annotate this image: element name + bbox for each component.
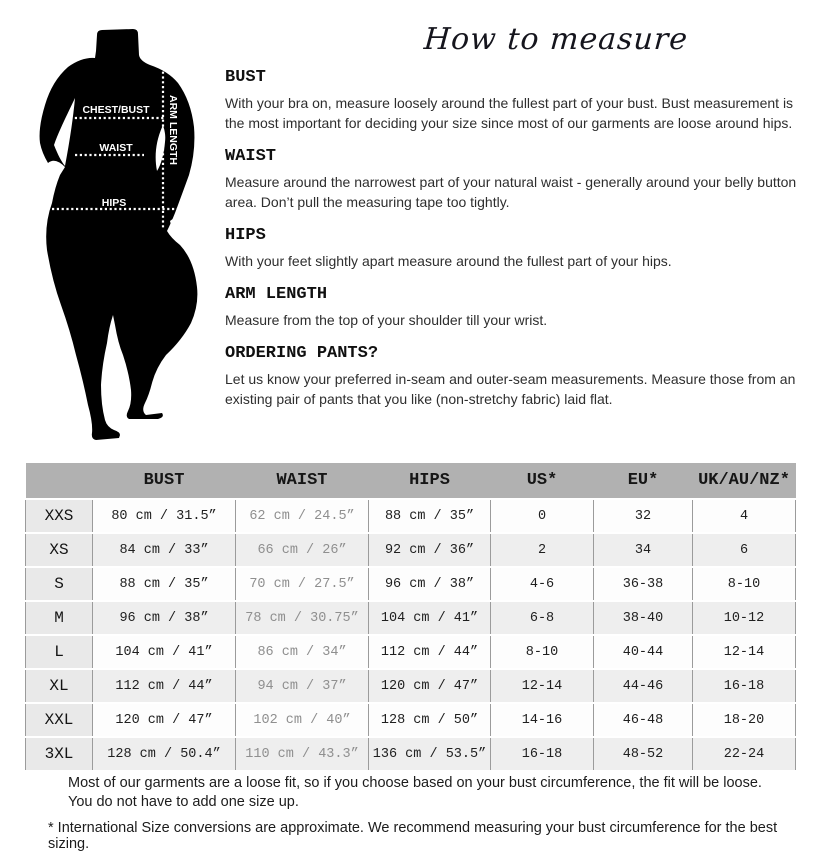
table-row [26,737,796,771]
cell-bust: 80 cm / 31.5” [93,499,236,533]
table-row [26,567,796,601]
cell-bust: 128 cm / 50.4” [93,737,236,771]
cell-eu: 46-48 [594,703,693,737]
cell-hips: 120 cm / 47” [369,669,491,703]
header-uk-au-nz: UK/AU/NZ* [693,463,796,499]
section-ordering-pants-body: Let us know your preferred in-seam and outer-seam measurements. Measure those from an existing pair of pants that you like (non-stretchy fabric) laid flat. [225,371,796,407]
cell-waist: 110 cm / 43.3” [236,737,369,771]
cell-uk: 12-14 [693,635,796,669]
cell-waist: 62 cm / 24.5” [236,499,369,533]
section-arm-length-body: Measure from the top of your shoulder till your wrist. [225,312,548,328]
cell-uk: 22-24 [693,737,796,771]
cell-waist: 86 cm / 34” [236,635,369,669]
cell-eu: 40-44 [594,635,693,669]
cell-us: 12-14 [491,669,594,703]
section-arm-length-heading: ARM LENGTH [225,285,328,304]
cell-bust: 120 cm / 47” [93,703,236,737]
table-row [26,635,796,669]
section-hips-heading: HIPS [225,226,266,245]
cell-uk: 18-20 [693,703,796,737]
header-us: US* [491,463,594,499]
cell-eu: 32 [594,499,693,533]
measuring-instructions [225,68,803,423]
cell-bust: 88 cm / 35” [93,567,236,601]
header-eu: EU* [594,463,693,499]
cell-uk: 6 [693,533,796,567]
cell-size: L [26,635,93,669]
cell-hips: 88 cm / 35” [369,499,491,533]
cell-waist: 70 cm / 27.5” [236,567,369,601]
cell-us: 2 [491,533,594,567]
table-row [26,669,796,703]
section-bust-body: With your bra on, measure loosely around the fullest part of your bust. Bust measurement is the most important for deciding your size since most of our garments are loose around hips. [225,95,794,131]
page-title: How to measure [422,22,690,57]
table-row [26,499,796,533]
header-hips: HIPS [369,463,491,499]
header-bust: BUST [93,463,236,499]
body-silhouette-diagram [28,25,223,445]
cell-hips: 96 cm / 38” [369,567,491,601]
body-silhouette [40,29,198,440]
cell-bust: 96 cm / 38” [93,601,236,635]
cell-waist: 78 cm / 30.75” [236,601,369,635]
cell-bust: 104 cm / 41” [93,635,236,669]
cell-size: XXL [26,703,93,737]
cell-us: 4-6 [491,567,594,601]
cell-bust: 112 cm / 44” [93,669,236,703]
cell-hips: 128 cm / 50” [369,703,491,737]
section-ordering-pants [225,344,803,409]
header-waist: WAIST [236,463,369,499]
section-hips-body: With your feet slightly apart measure around the fullest part of your hips. [225,253,672,269]
section-arm-length [225,285,803,330]
cell-hips: 92 cm / 36” [369,533,491,567]
conversion-note: * International Size conversions are approximate. We recommend measuring your bust circumference for the best sizing. [48,820,778,852]
chest-label: CHEST/BUST [82,104,150,116]
cell-hips: 104 cm / 41” [369,601,491,635]
cell-eu: 44-46 [594,669,693,703]
cell-us: 16-18 [491,737,594,771]
section-waist-body: Measure around the narrowest part of your natural waist - generally around your belly button area. Don’t pull the measuring tape too tightly. [225,174,797,210]
cell-size: XXS [26,499,93,533]
cell-size: S [26,567,93,601]
cell-waist: 94 cm / 37” [236,669,369,703]
cell-eu: 36-38 [594,567,693,601]
fit-note [68,774,762,812]
cell-size: XS [26,533,93,567]
cell-waist: 102 cm / 40” [236,703,369,737]
cell-uk: 10-12 [693,601,796,635]
table-row [26,533,796,567]
cell-waist: 66 cm / 26” [236,533,369,567]
cell-hips: 112 cm / 44” [369,635,491,669]
waist-label: WAIST [99,142,133,154]
cell-eu: 48-52 [594,737,693,771]
cell-size: XL [26,669,93,703]
cell-uk: 4 [693,499,796,533]
table-row [26,703,796,737]
section-waist-heading: WAIST [225,147,277,166]
cell-hips: 136 cm / 53.5” [369,737,491,771]
section-bust [225,68,803,133]
cell-us: 0 [491,499,594,533]
table-header-row [26,463,796,499]
section-waist [225,147,803,212]
cell-size: M [26,601,93,635]
cell-bust: 84 cm / 33” [93,533,236,567]
size-chart-table [25,463,796,772]
cell-uk: 16-18 [693,669,796,703]
section-hips [225,226,803,271]
section-ordering-pants-heading: ORDERING PANTS? [225,344,379,363]
fit-note-line2: You do not have to add one size up. [68,794,299,810]
arm-length-label: ARM LENGTH [167,95,179,165]
cell-us: 8-10 [491,635,594,669]
cell-eu: 34 [594,533,693,567]
hips-label: HIPS [101,197,127,209]
table-row [26,601,796,635]
measurement-figure [28,25,223,445]
fit-note-line1: Most of our garments are a loose fit, so if you choose based on your bust circumference, the fit will be loose. [68,775,762,791]
cell-size: 3XL [26,737,93,771]
wrist-notch [170,218,177,236]
cell-uk: 8-10 [693,567,796,601]
section-bust-heading: BUST [225,68,266,87]
cell-us: 14-16 [491,703,594,737]
cell-us: 6-8 [491,601,594,635]
cell-eu: 38-40 [594,601,693,635]
header-size [26,463,93,499]
